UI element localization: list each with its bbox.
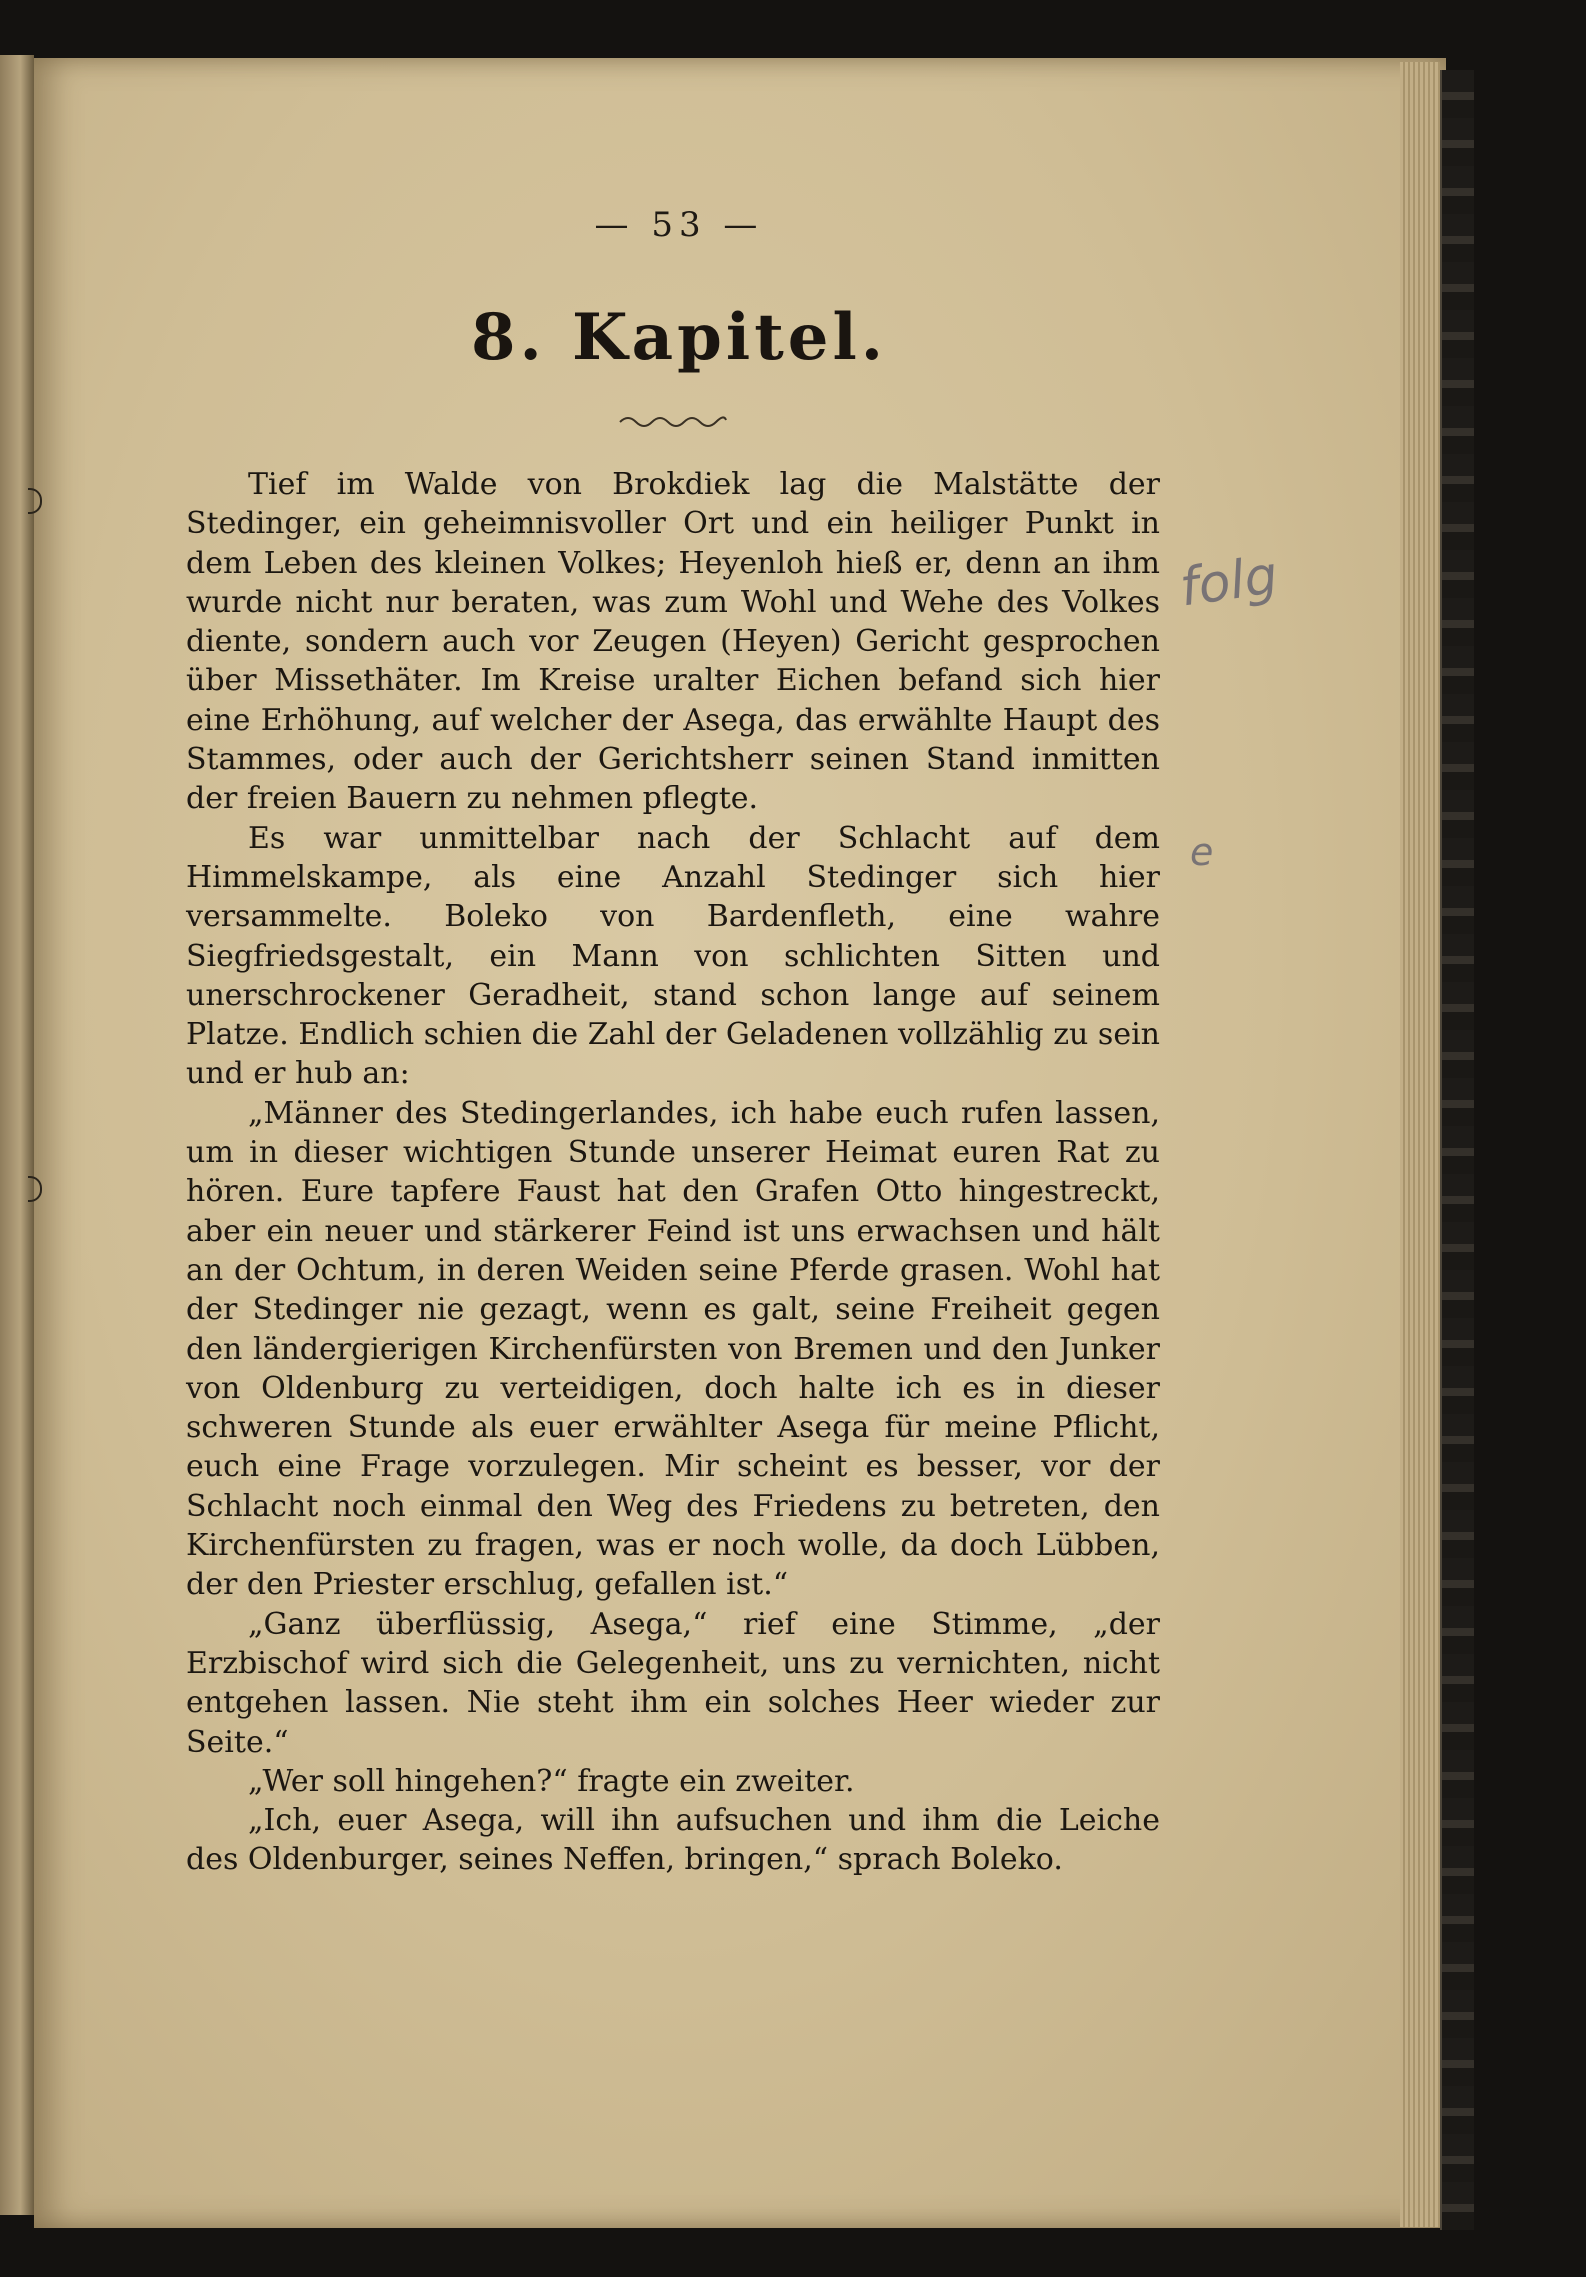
handwritten-margin-note: folg [1176, 545, 1282, 619]
paragraph: Es war unmittelbar nach der Schlacht auf dem Himmelskampe, als eine Anzahl Stedinger sich hier versammelte. Boleko von Bardenfleth, eine wahre Siegfriedsgestalt, ein Mann von schlichten Sitten und unerschrockener Geradheit, stand schon lange auf seinem Platze. Endlich schien die Zahl der Geladenen vollzählig zu sein und er hub an: [186, 820, 1160, 1092]
ornament-divider [618, 412, 728, 428]
paragraph: „Männer des Stedingerlandes, ich habe euch rufen lassen, um in dieser wichtigen Stunde unserer Heimat euren Rat zu hören. Eure tapfere Faust hat den Grafen Otto hingestreckt, aber ein neuer und stärkerer Feind ist uns erwachsen und hält an der Ochtum, in deren Weiden seine Pferde grasen. Wohl hat der Stedinger nie gezagt, wenn es galt, seine Freiheit gegen den ländergierigen Kirchenfürsten von Bremen und den Junker von Oldenburg zu verteidigen, doch halte ich es in dieser schweren Stunde als euer erwählter Asega für meine Pflicht, euch eine Frage vorzulegen. Mir scheint es besser, vor der Schlacht noch einmal den Weg des Friedens zu betreten, den Kirchenfürsten zu fragen, was er noch wolle, da doch Lübben, der den Priester erschlug, gefallen ist.“ [186, 1095, 1160, 1603]
paragraph: „Ganz überflüssig, Asega,“ rief eine Stimme, „der Erzbischof wird sich die Gelegenheit, uns zu vernichten, nicht entgehen lassen. Nie steht ihm ein solches Heer wieder zur Seite.“ [186, 1606, 1160, 1760]
chapter-title: 8. Kapitel. [470, 300, 888, 375]
page-edges [1400, 62, 1440, 2227]
paragraph: „Ich, euer Asega, will ihn aufsuchen und ihm die Leiche des Oldenburger, seines Neffen, bringen,“ sprach Boleko. [186, 1803, 1160, 1878]
paragraph: „Wer soll hingehen?“ fragte ein zweiter. [248, 1763, 855, 1799]
book-spine [1440, 70, 1474, 2230]
body-text [186, 465, 1160, 1880]
page-number-header: — 53 — [594, 205, 764, 245]
facing-page-edge [0, 55, 34, 2215]
paragraph: Tief im Walde von Brokdiek lag die Malstätte der Stedinger, ein geheimnisvoller Ort und ein heiliger Punkt in dem Leben des kleinen Volkes; Heyenloh hieß er, denn an ihm wurde nicht nur beraten, was zum Wohl und Wehe des Volkes diente, sondern auch vor Zeugen (Heyen) Gericht gesprochen über Missethäter. Im Kreise uralter Eichen befand sich hier eine Erhöhung, auf welcher der Asega, das erwählte Haupt des Stammes, oder auch der Gerichtsherr seinen Stand inmitten der freien Bauern zu nehmen pflegte. [186, 467, 1160, 817]
handwritten-margin-note: e [1190, 830, 1214, 874]
